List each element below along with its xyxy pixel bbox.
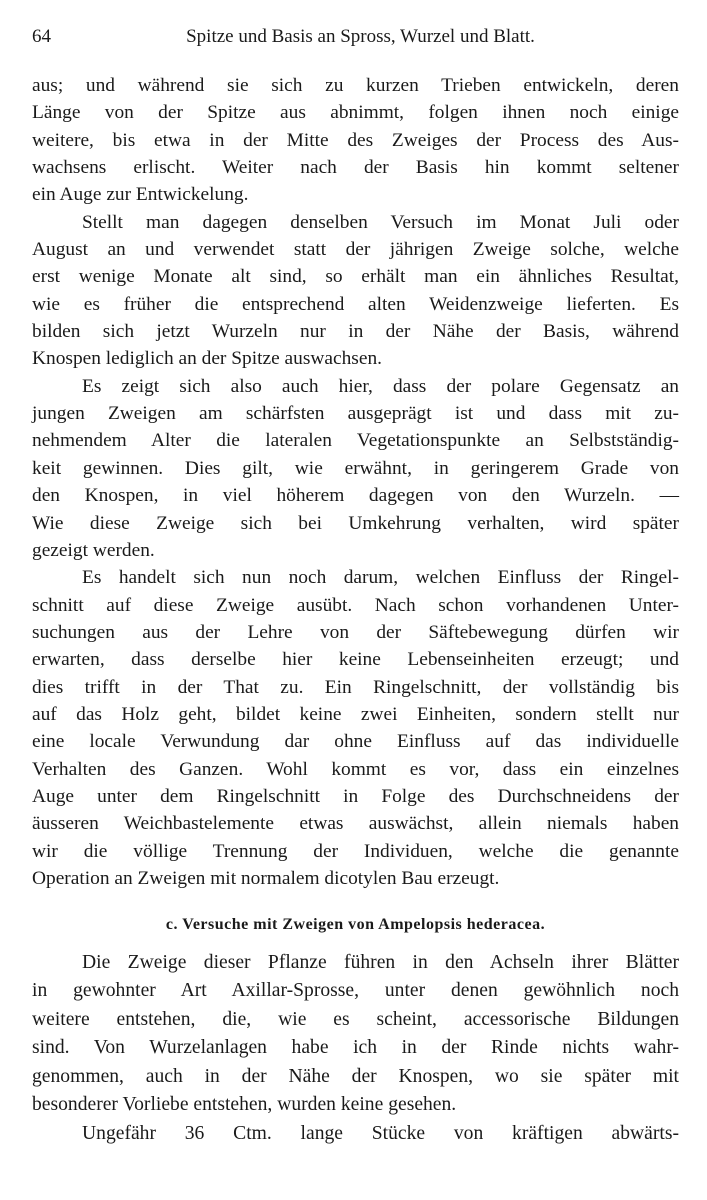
text-line: Die Zweige dieser Pflanze führen in den Achseln ihrer Blätter <box>82 951 679 973</box>
text-line: weitere, bis etwa in der Mitte des Zweiges der Process des Aus- <box>32 129 679 151</box>
text-line: bilden sich jetzt Wurzeln nur in der Nähe der Basis, während <box>32 321 679 343</box>
text-line: dies trifft in der That zu. Ein Ringelschnitt, der vollständig bis <box>32 676 679 698</box>
text-line: wachsens erlischt. Weiter nach der Basis hin kommt seltener <box>32 157 679 179</box>
section-heading: c. Versuche mit Zweigen von Ampelopsis hederacea. <box>165 916 546 934</box>
text-line: Auge unter dem Ringelschnitt in Folge des Durchschneidens der <box>32 785 679 807</box>
page-body <box>32 72 679 1148</box>
text-line: wie es früher die entsprechend alten Weidenzweige lieferten. Es <box>32 293 679 315</box>
paragraph <box>32 1120 679 1149</box>
text-line: gezeigt werden. <box>32 539 155 561</box>
text-line: keit gewinnen. Dies gilt, wie erwähnt, in geringerem Grade von <box>32 457 679 479</box>
text-line: sind. Von Wurzelanlagen habe ich in der Rinde nichts wahr- <box>32 1037 679 1059</box>
text-line: Ungefähr 36 Ctm. lange Stücke von kräftigen abwärts- <box>82 1122 679 1144</box>
paragraph <box>32 72 679 209</box>
text-line: aus; und während sie sich zu kurzen Trieben entwickeln, deren <box>32 75 679 96</box>
paragraph <box>32 373 679 564</box>
text-line: wir die völlige Trennung der Individuen, welche die genannte <box>32 840 679 862</box>
paragraph <box>32 209 679 373</box>
text-line: Wie diese Zweige sich bei Umkehrung verhalten, wird später <box>32 512 679 534</box>
text-line: erwarten, dass derselbe hier keine Lebenseinheiten erzeugt; und <box>32 649 679 671</box>
text-block-main <box>32 72 679 892</box>
text-line: eine locale Verwundung dar ohne Einfluss auf das individuelle <box>32 731 679 753</box>
page-number: 64 <box>32 26 51 47</box>
text-line: auf das Holz geht, bildet keine zwei Einheiten, sondern stellt nur <box>32 703 679 725</box>
text-line: nehmendem Alter die lateralen Vegetationspunkte an Selbstständig- <box>32 430 679 452</box>
running-title: Spitze und Basis an Spross, Wurzel und Blatt. <box>186 26 535 47</box>
text-line: Operation an Zweigen mit normalem dicotylen Bau erzeugt. <box>32 867 500 889</box>
text-line: weitere entstehen, die, wie es scheint, accessorische Bildungen <box>32 1008 679 1030</box>
text-line: Es zeigt sich also auch hier, dass der polare Gegensatz an <box>82 375 679 397</box>
text-line: Verhalten des Ganzen. Wohl kommt es vor, dass ein einzelnes <box>32 758 679 780</box>
paragraph <box>32 949 679 1120</box>
text-line: Länge von der Spitze aus abnimmt, folgen ihnen noch einige <box>32 102 679 124</box>
text-line: Stellt man dagegen denselben Versuch im Monat Juli oder <box>82 211 679 233</box>
text-line: in gewohnter Art Axillar-Sprosse, unter denen gewöhnlich noch <box>32 980 679 1002</box>
text-line: schnitt auf diese Zweige ausübt. Nach schon vorhandenen Unter- <box>32 594 679 616</box>
text-line: besonderer Vorliebe entstehen, wurden keine gesehen. <box>32 1094 457 1116</box>
text-line: Knospen lediglich an der Spitze auswachsen. <box>32 348 383 370</box>
text-line: den Knospen, in viel höherem dagegen von den Wurzeln. — <box>32 485 679 507</box>
paragraph <box>32 564 679 892</box>
text-line: genommen, auch in der Nähe der Knospen, wo sie später mit <box>32 1065 679 1087</box>
text-line: August an und verwendet statt der jährigen Zweige solche, welche <box>32 239 679 261</box>
text-line: ein Auge zur Entwickelung. <box>32 184 249 206</box>
text-line: suchungen aus der Lehre von der Säftebewegung dürfen wir <box>32 621 679 643</box>
text-line: Es handelt sich nun noch darum, welchen Einfluss der Ringel- <box>82 567 679 589</box>
text-block-section <box>32 949 679 1149</box>
text-line: jungen Zweigen am schärfsten ausgeprägt ist und dass mit zu- <box>32 403 679 425</box>
page-header <box>32 26 679 52</box>
text-line: äusseren Weichbastelemente etwas auswächst, allein niemals haben <box>32 813 679 835</box>
text-line: erst wenige Monate alt sind, so erhält man ein ähnliches Resultat, <box>32 266 679 288</box>
